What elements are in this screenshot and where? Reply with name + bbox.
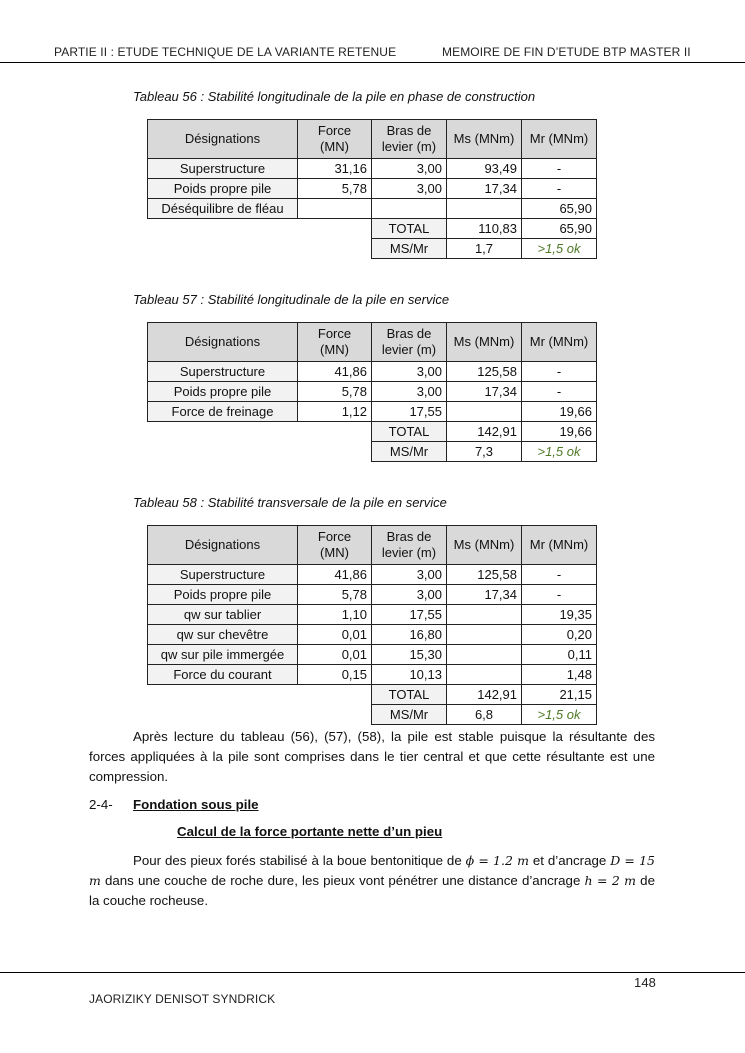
table-cell: 41,86 [298,362,372,382]
table-cell: 17,34 [447,179,522,199]
table-cell: 125,58 [447,362,522,382]
math-phi: ϕ = 1.2 m [465,853,529,868]
table-cell: 5,78 [298,382,372,402]
column-header: Mr (MNm) [522,526,597,565]
table-cell: 16,80 [372,625,447,645]
table-cell: 93,49 [447,159,522,179]
total-ms: 110,83 [447,219,522,239]
table-cell: Poids propre pile [148,382,298,402]
ratio-value: 6,8 [447,705,522,725]
table-cell: qw sur pile immergée [148,645,298,665]
table-cell: 0,01 [298,625,372,645]
text: dans une couche de roche dure, les pieux vont pénétrer une distance d’ancrage [100,873,585,888]
total-ms: 142,91 [447,422,522,442]
header-rule [0,62,745,63]
column-header: Ms (MNm) [447,120,522,159]
table-row [148,382,597,402]
total-ms: 142,91 [447,685,522,705]
table-cell: - [522,382,597,402]
table-cell: 3,00 [372,362,447,382]
table-cell: - [522,159,597,179]
ratio-row [148,239,597,259]
math-h: h = 2 m [584,873,637,888]
column-header: Désignations [148,526,298,565]
table-cell: Déséquilibre de fléau [148,199,298,219]
table-cell: 125,58 [447,565,522,585]
table-cell: 5,78 [298,585,372,605]
table-56-caption: Tableau 56 : Stabilité longitudinale de la pile en phase de construction [133,89,536,104]
table-row [148,179,597,199]
ratio-row [148,705,597,725]
table-cell: - [522,362,597,382]
total-row [148,219,597,239]
table-cell: - [522,179,597,199]
table-cell: 19,35 [522,605,597,625]
ratio-row [148,442,597,462]
table-cell [447,665,522,685]
subsection-title: Calcul de la force portante nette d’un pieu [177,824,443,839]
ratio-label: MS/Mr [372,239,447,259]
table-58 [147,525,597,725]
table-cell [298,199,372,219]
table-cell: 0,15 [298,665,372,685]
table-cell: 10,13 [372,665,447,685]
table-cell: 17,34 [447,585,522,605]
table-cell: 0,01 [298,645,372,665]
total-label: TOTAL [372,685,447,705]
table-cell: 17,55 [372,605,447,625]
table-row [148,605,597,625]
column-header: Ms (MNm) [447,323,522,362]
total-row [148,685,597,705]
section-number: 2-4- [89,797,113,812]
table-cell: qw sur tablier [148,605,298,625]
column-header: Désignations [148,120,298,159]
table-57-caption: Tableau 57 : Stabilité longitudinale de la pile en service [133,292,450,307]
total-mr: 65,90 [522,219,597,239]
table-row [148,565,597,585]
table-cell: 3,00 [372,159,447,179]
text: Pour des pieux forés stabilisé à la boue bentonitique de [133,853,466,868]
total-row [148,422,597,442]
table-cell [447,645,522,665]
table-cell: Poids propre pile [148,179,298,199]
column-header: Force (MN) [298,120,372,159]
table-cell [447,605,522,625]
text: et d’ancrage [528,853,611,868]
total-mr: 19,66 [522,422,597,442]
table-cell [447,199,522,219]
table-cell: 17,55 [372,402,447,422]
table-cell: 3,00 [372,179,447,199]
header-row [148,526,597,565]
table-cell: 19,66 [522,402,597,422]
column-header: Force (MN) [298,526,372,565]
ratio-check: >1,5 ok [522,239,597,259]
table-cell: 65,90 [522,199,597,219]
table-cell: 17,34 [447,382,522,402]
table-row [148,159,597,179]
table-cell: 1,10 [298,605,372,625]
header-row [148,323,597,362]
table-cell: 31,16 [298,159,372,179]
table-cell: - [522,585,597,605]
table-cell: Superstructure [148,159,298,179]
section-title: Fondation sous pile [133,797,259,812]
table-row [148,665,597,685]
total-mr: 21,15 [522,685,597,705]
page-number: 148 [634,975,656,990]
table-row [148,362,597,382]
table-cell: 15,30 [372,645,447,665]
table-cell: Superstructure [148,565,298,585]
table-cell: - [522,565,597,585]
column-header: Mr (MNm) [522,120,597,159]
math-d: D = 15 m [89,853,655,888]
table-cell: Superstructure [148,362,298,382]
ratio-label: MS/Mr [372,705,447,725]
table-cell [447,402,522,422]
table-row [148,199,597,219]
table-58-caption: Tableau 58 : Stabilité transversale de la pile en service [133,495,447,510]
table-56 [147,119,597,259]
ratio-label: MS/Mr [372,442,447,462]
header-right: MEMOIRE DE FIN D’ETUDE BTP MASTER II [442,45,691,59]
table-cell: Poids propre pile [148,585,298,605]
table-cell: 1,48 [522,665,597,685]
column-header: Ms (MNm) [447,526,522,565]
total-label: TOTAL [372,219,447,239]
ratio-value: 1,7 [447,239,522,259]
ratio-check: >1,5 ok [522,442,597,462]
column-header: Force (MN) [298,323,372,362]
column-header: Désignations [148,323,298,362]
table-cell: 5,78 [298,179,372,199]
pile-paragraph [89,851,655,911]
table-cell: Force du courant [148,665,298,685]
ratio-check: >1,5 ok [522,705,597,725]
conclusion-paragraph: Après lecture du tableau (56), (57), (58), la pile est stable puisque la résultante des forces appliquées à la pile sont comprises dans le tier central et que cette résultante est une compression. [89,729,655,784]
header-row [148,120,597,159]
ratio-value: 7,3 [447,442,522,462]
table-cell: 0,20 [522,625,597,645]
table-row [148,625,597,645]
table-cell: 1,12 [298,402,372,422]
footer-rule [0,972,745,973]
total-label: TOTAL [372,422,447,442]
table-cell: Force de freinage [148,402,298,422]
table-cell [447,625,522,645]
table-cell: 3,00 [372,585,447,605]
column-header: Mr (MNm) [522,323,597,362]
column-header: Bras de levier (m) [372,120,447,159]
table-cell: 41,86 [298,565,372,585]
header-left: PARTIE II : ETUDE TECHNIQUE DE LA VARIANTE RETENUE [54,45,397,59]
column-header: Bras de levier (m) [372,526,447,565]
table-row [148,645,597,665]
table-cell [372,199,447,219]
table-57 [147,322,597,462]
table-row [148,402,597,422]
table-cell: 3,00 [372,382,447,402]
table-cell: 3,00 [372,565,447,585]
column-header: Bras de levier (m) [372,323,447,362]
table-cell: qw sur chevêtre [148,625,298,645]
footer-author: JAORIZIKY DENISOT SYNDRICK [89,992,276,1006]
text: de la couche rocheuse. [89,873,655,908]
table-row [148,585,597,605]
table-cell: 0,11 [522,645,597,665]
